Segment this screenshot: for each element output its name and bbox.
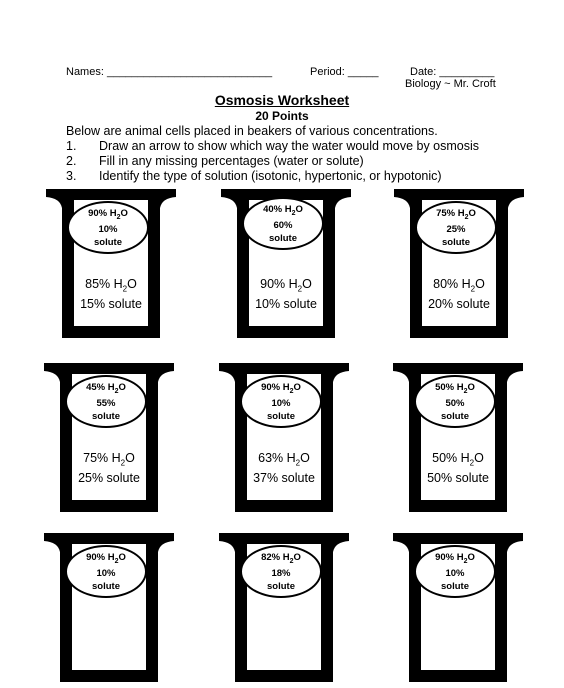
solution-solute-pct: 20% solute <box>428 296 490 311</box>
instruction-number: 3. <box>66 169 77 183</box>
water-suffix: O <box>120 208 128 219</box>
water-subscript: 2 <box>291 209 296 217</box>
instruction-text: Fill in any missing percentages (water or solute) <box>99 154 364 168</box>
worksheet-title: Osmosis Worksheet <box>214 92 350 108</box>
beaker-solution-concentration <box>391 277 527 312</box>
instruction-3 <box>66 169 442 183</box>
cell-solute-label: solute <box>94 236 122 248</box>
cell-solute-pct: 10% <box>271 398 291 410</box>
water-suffix: O <box>467 552 475 563</box>
water-suffix: O <box>467 382 475 393</box>
solution-water-line <box>390 451 526 471</box>
cell-water-pct: 75% H <box>436 208 465 219</box>
water-suffix: O <box>293 552 301 563</box>
cell-water-pct: 90% H <box>86 552 115 563</box>
beaker-5 <box>216 360 352 518</box>
cell-water-line <box>416 552 494 568</box>
cell-water-line <box>244 204 322 220</box>
solution-water-pct: 85% H <box>85 277 123 291</box>
cell-solute-pct: 60% <box>273 220 293 232</box>
beaker-7 <box>41 530 177 688</box>
water-subscript: 2 <box>463 387 468 395</box>
water-suffix: O <box>118 552 126 563</box>
water-suffix: O <box>468 208 476 219</box>
cell-solute-pct: 10% <box>98 224 118 236</box>
solution-water-pct: 63% H <box>258 451 296 465</box>
water-suffix: O <box>295 204 303 215</box>
beaker-solution-concentration <box>216 451 352 486</box>
animal-cell <box>67 201 149 254</box>
water-suffix: O <box>474 451 484 465</box>
water-subscript: 2 <box>120 458 126 468</box>
cell-water-line <box>416 382 494 398</box>
instruction-number: 1. <box>66 139 77 153</box>
water-subscript: 2 <box>470 284 476 294</box>
instruction-1 <box>66 139 479 153</box>
solution-solute-pct: 10% solute <box>255 296 317 311</box>
beaker-9 <box>390 530 526 688</box>
intro-text: Below are animal cells placed in beakers of various concentrations. <box>66 124 438 138</box>
water-subscript: 2 <box>469 458 475 468</box>
water-subscript: 2 <box>289 387 294 395</box>
water-suffix: O <box>118 382 126 393</box>
cell-solute-label: solute <box>267 410 295 422</box>
cell-solute-label: solute <box>441 580 469 592</box>
animal-cell <box>65 545 147 598</box>
cell-water-line <box>67 552 145 568</box>
cell-water-line <box>242 552 320 568</box>
water-suffix: O <box>475 277 485 291</box>
water-subscript: 2 <box>122 284 128 294</box>
instruction-number: 2. <box>66 154 77 168</box>
cell-water-pct: 90% H <box>261 382 290 393</box>
water-suffix: O <box>293 382 301 393</box>
period-field: Period: _____ <box>310 66 379 78</box>
solution-water-pct: 50% H <box>432 451 470 465</box>
solution-solute-pct: 15% solute <box>80 296 142 311</box>
cell-water-line <box>69 208 147 224</box>
beaker-6 <box>390 360 526 518</box>
water-suffix: O <box>127 277 137 291</box>
water-subscript: 2 <box>297 284 303 294</box>
solution-water-line <box>218 277 354 297</box>
cell-solute-pct: 50% <box>445 398 465 410</box>
cell-solute-pct: 10% <box>445 568 465 580</box>
cell-solute-label: solute <box>269 232 297 244</box>
instruction-text: Identify the type of solution (isotonic, hypertonic, or hypotonic) <box>99 169 442 183</box>
water-subscript: 2 <box>114 557 119 565</box>
cell-solute-label: solute <box>92 580 120 592</box>
instruction-text: Draw an arrow to show which way the water would move by osmosis <box>99 139 480 153</box>
water-suffix: O <box>125 451 135 465</box>
cell-solute-pct: 55% <box>96 398 116 410</box>
water-subscript: 2 <box>116 213 121 221</box>
cell-water-pct: 82% H <box>261 552 290 563</box>
cell-water-line <box>242 382 320 398</box>
names-field: Names: ___________________________ <box>66 66 273 78</box>
beaker-2 <box>218 186 354 344</box>
solution-water-line <box>41 451 177 471</box>
date-field: Date: _________ <box>410 66 495 78</box>
beaker-3 <box>391 186 527 344</box>
animal-cell <box>240 545 322 598</box>
water-suffix: O <box>302 277 312 291</box>
beaker-solution-concentration <box>43 277 179 312</box>
animal-cell <box>65 375 147 428</box>
cell-solute-label: solute <box>92 410 120 422</box>
beaker-4 <box>41 360 177 518</box>
water-subscript: 2 <box>114 387 119 395</box>
beaker-solution-concentration <box>390 451 526 486</box>
animal-cell <box>240 375 322 428</box>
water-subscript: 2 <box>289 557 294 565</box>
solution-water-pct: 75% H <box>83 451 121 465</box>
solution-solute-pct: 50% solute <box>427 470 489 485</box>
cell-solute-pct: 25% <box>446 224 466 236</box>
solution-solute-pct: 25% solute <box>78 470 140 485</box>
cell-water-line <box>67 382 145 398</box>
beaker-1 <box>43 186 179 344</box>
cell-water-pct: 40% H <box>263 204 292 215</box>
course-label: Biology ~ Mr. Croft <box>405 78 496 90</box>
cell-water-line <box>417 208 495 224</box>
cell-water-pct: 90% H <box>435 552 464 563</box>
beaker-solution-concentration <box>41 451 177 486</box>
animal-cell <box>242 197 324 250</box>
solution-solute-pct: 37% solute <box>253 470 315 485</box>
cell-solute-pct: 18% <box>271 568 291 580</box>
water-subscript: 2 <box>464 213 469 221</box>
instruction-2 <box>66 154 364 168</box>
beaker-solution-concentration <box>218 277 354 312</box>
cell-solute-label: solute <box>442 236 470 248</box>
cell-water-pct: 90% H <box>88 208 117 219</box>
cell-solute-label: solute <box>441 410 469 422</box>
animal-cell <box>415 201 497 254</box>
water-subscript: 2 <box>295 458 301 468</box>
cell-water-pct: 50% H <box>435 382 464 393</box>
animal-cell <box>414 545 496 598</box>
solution-water-line <box>391 277 527 297</box>
solution-water-line <box>43 277 179 297</box>
cell-solute-pct: 10% <box>96 568 116 580</box>
solution-water-pct: 80% H <box>433 277 471 291</box>
water-subscript: 2 <box>463 557 468 565</box>
cell-solute-label: solute <box>267 580 295 592</box>
beaker-8 <box>216 530 352 688</box>
solution-water-pct: 90% H <box>260 277 298 291</box>
solution-water-line <box>216 451 352 471</box>
worksheet-points: 20 Points <box>255 109 309 123</box>
animal-cell <box>414 375 496 428</box>
cell-water-pct: 45% H <box>86 382 115 393</box>
water-suffix: O <box>300 451 310 465</box>
